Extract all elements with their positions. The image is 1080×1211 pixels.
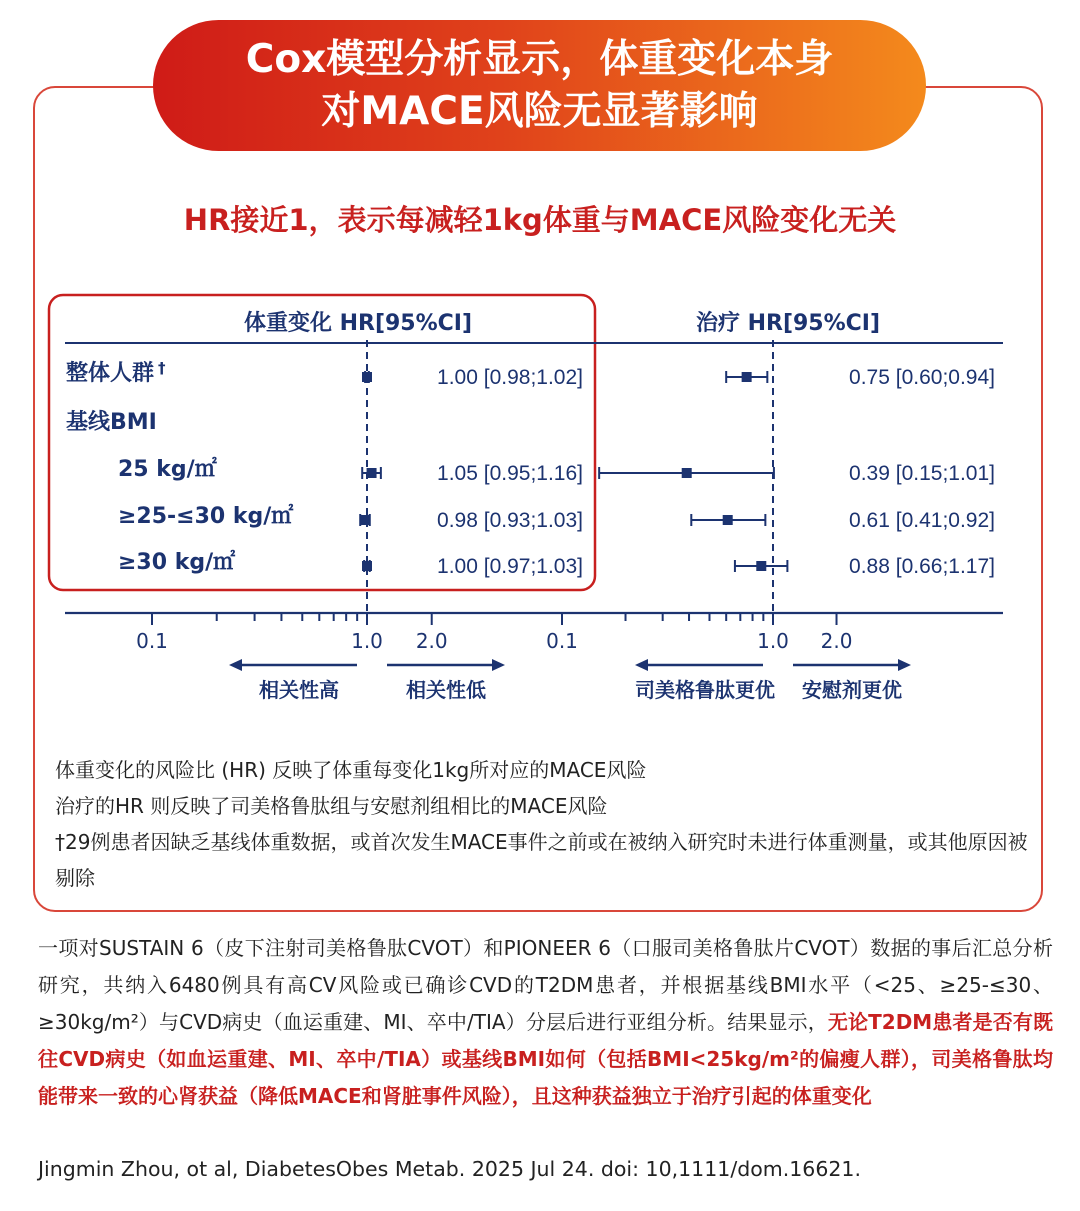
forest-plot (0, 280, 1080, 720)
summary-highlight: 无论T2DM患者是否有既往CVD病史（如血运重建、MI、卒中/TIA）或基线BMI如何（包括BMI<25kg/m²的偏瘦人群），司美格鲁肽均能带来一致的心肾获益（降低MACE和肾脏事件风险），且这种获益独立于治疗引起的体重变化 (38, 1010, 1054, 1108)
point-estimate-0-4 (362, 561, 372, 571)
point-estimate-0-2 (367, 468, 377, 478)
footnote-1: 体重变化的风险比 (HR) 反映了体重每变化1kg所对应的MACE风险 (55, 758, 647, 782)
row-label-3: ≥25-≤30 kg/㎡ (118, 504, 294, 529)
row-label-1: 基线BMI (66, 410, 157, 435)
hr-value-1-3: 0.61 [0.41;0.92] (849, 509, 995, 532)
tick-label-1-1.0: 1.0 (757, 629, 789, 653)
arrow-left-label-0: 相关性高 (259, 678, 339, 702)
arrow-right-label-0: 相关性低 (406, 678, 486, 702)
arrow-right-head-1 (898, 659, 911, 671)
arrow-right-head-0 (492, 659, 505, 671)
point-estimate-0-3 (360, 515, 370, 525)
summary-paragraph (38, 930, 1053, 1115)
hr-value-1-4: 0.88 [0.66;1.17] (849, 555, 995, 578)
tick-label-0-1.0: 1.0 (351, 629, 383, 653)
row-label-2: 25 kg/㎡ (118, 457, 217, 482)
hr-value-1-0: 0.75 [0.60;0.94] (849, 366, 995, 389)
arrow-left-head-0 (229, 659, 242, 671)
tick-label-0-2.0: 2.0 (415, 629, 448, 653)
tick-label-1-2.0: 2.0 (820, 629, 853, 653)
row-label-4: ≥30 kg/㎡ (118, 550, 236, 575)
arrow-left-label-1: 司美格鲁肽更优 (635, 678, 775, 702)
banner-line-1: Cox模型分析显示，体重变化本身 (245, 36, 834, 82)
footnote-3: †29例患者因缺乏基线体重数据，或首次发生MACE事件之前或在被纳入研究时未进行体重测量，或其他原因被剔除 (55, 830, 1028, 890)
hr-value-1-2: 0.39 [0.15;1.01] (849, 462, 995, 485)
citation: Jingmin Zhou, ot al, DiabetesObes Metab. 2025 Jul 24. doi: 10,1111/dom.16621. (38, 1157, 861, 1181)
row-label-sup-0: † (158, 359, 166, 377)
point-estimate-1-4 (756, 561, 766, 571)
arrow-left-head-1 (635, 659, 648, 671)
hr-value-0-4: 1.00 [0.97;1.03] (437, 555, 583, 578)
panel-title-1: 治疗 HR[95%CI] (695, 311, 881, 336)
chart-subtitle: HR接近1，表示每减轻1kg体重与MACE风险变化无关 (183, 203, 897, 237)
arrow-right-label-1: 安慰剂更优 (802, 678, 902, 702)
footnote-2: 治疗的HR 则反映了司美格鲁肽组与安慰剂组相比的MACE风险 (55, 794, 608, 818)
row-label-0: 整体人群 † (66, 359, 166, 386)
hr-value-0-3: 0.98 [0.93;1.03] (437, 509, 583, 532)
title-banner (153, 20, 926, 151)
tick-label-1-0.1: 0.1 (546, 629, 578, 653)
summary-plain: 一项对SUSTAIN 6（皮下注射司美格鲁肽CVOT）和PIONEER 6（口服司美格鲁肽片CVOT）数据的事后汇总分析研究，共纳入6480例具有高CV风险或已确诊CVD的T2DM患者，并根据基线BMI水平（<25、≥25-≤30、≥30kg/m²）与CVD病史（血运重建、MI、卒中/TIA）分层后进行亚组分析。结果显示， (38, 936, 1053, 1034)
tick-label-0-0.1: 0.1 (136, 629, 168, 653)
footnotes (55, 752, 1035, 896)
banner-line-2: 对MACE风险无显著影响 (321, 88, 758, 134)
panel-title-0: 体重变化 HR[95%CI] (243, 311, 473, 336)
point-estimate-1-2 (682, 468, 692, 478)
point-estimate-0-0 (362, 372, 372, 382)
point-estimate-1-0 (742, 372, 752, 382)
hr-value-0-2: 1.05 [0.95;1.16] (437, 462, 583, 485)
highlight-box (49, 295, 595, 590)
hr-value-0-0: 1.00 [0.98;1.02] (437, 366, 583, 389)
point-estimate-1-3 (723, 515, 733, 525)
